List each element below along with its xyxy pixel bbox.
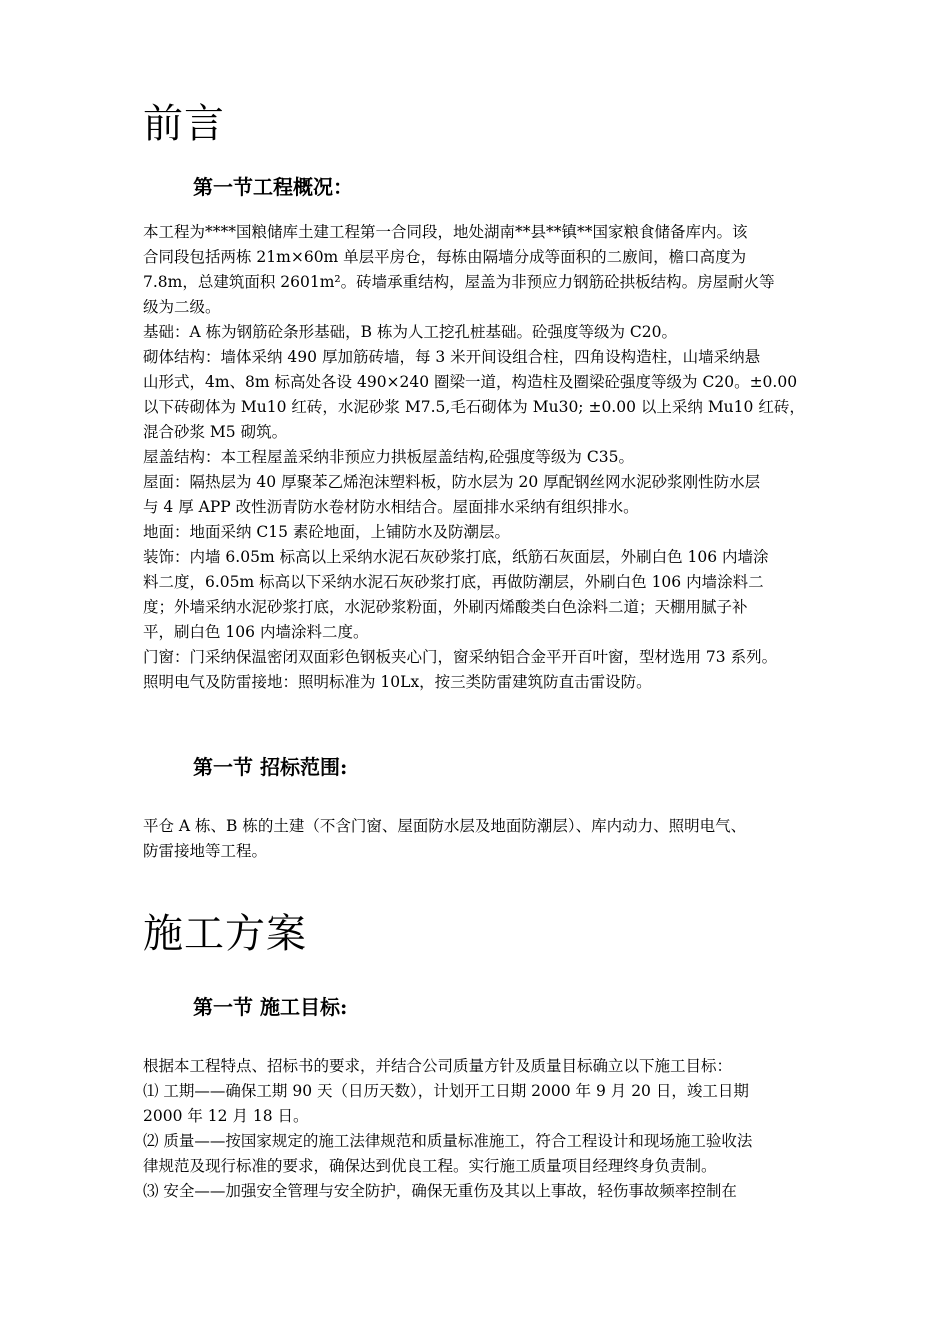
text-line: ⑶ 安全——加强安全管理与安全防护，确保无重伤及其以上事故，轻伤事故频率控制在 bbox=[143, 1182, 737, 1200]
text-line: 7.8m，总建筑面积 2601m²。砖墙承重结构，屋盖为非预应力钢筋砼拱板结构。房屋耐火等 bbox=[143, 273, 775, 291]
text-line: 砌体结构：墙体采纳 490 厚加筋砖墙，每 3 米开间设组合柱，四角设构造柱，山墙采纳悬 bbox=[143, 348, 761, 366]
text-line: 度；外墙采纳水泥砂浆打底，水泥砂浆粉面，外刷丙烯酸类白色涂料二道；天棚用腻子补 bbox=[143, 598, 748, 616]
construction-goals-text bbox=[143, 1054, 843, 1204]
text-line: 本工程为****国粮储库土建工程第一合同段，地处湖南**县**镇**国家粮食储备库内。该 bbox=[143, 223, 748, 241]
text-line: 防雷接地等工程。 bbox=[143, 842, 268, 860]
section-title-construction-plan: 施工方案 bbox=[143, 911, 307, 957]
text-line: 照明电气及防雷接地：照明标准为 10Lx，按三类防雷建筑防直击雷设防。 bbox=[143, 673, 652, 691]
section-title-preface: 前言 bbox=[143, 101, 225, 147]
bid-scope-text bbox=[143, 814, 843, 864]
subsection-heading-project-overview: 第一节工程概况： bbox=[193, 175, 353, 199]
text-line: ⑵ 质量——按国家规定的施工法律规范和质量标准施工，符合工程设计和现场施工验收法 bbox=[143, 1132, 753, 1150]
text-line: 屋盖结构：本工程屋盖采纳非预应力拱板屋盖结构,砼强度等级为 C35。 bbox=[143, 448, 634, 466]
text-line: 基础：A 栋为钢筋砼条形基础，B 栋为人工挖孔桩基础。砼强度等级为 C20。 bbox=[143, 323, 677, 341]
subsection-heading-bid-scope: 第一节 招标范围: bbox=[193, 755, 348, 779]
text-line: 合同段包括两栋 21m×60m 单层平房仓，每栋由隔墙分成等面积的二廒间，檐口高度为 bbox=[143, 248, 747, 266]
text-line: ⑴ 工期——确保工期 90 天（日历天数），计划开工日期 2000 年 9 月 20 日，竣工日期 bbox=[143, 1082, 749, 1100]
text-line: 平仓 A 栋、B 栋的土建（不含门窗、屋面防水层及地面防潮层）、库内动力、照明电气、 bbox=[143, 817, 747, 835]
text-line: 平，刷白色 106 内墙涂料二度。 bbox=[143, 623, 369, 641]
text-line: 料二度，6.05m 标高以下采纳水泥石灰砂浆打底，再做防潮层，外刷白色 106 内墙涂料二 bbox=[143, 573, 764, 591]
text-line: 与 4 厚 APP 改性沥青防水卷材防水相结合。屋面排水采纳有组织排水。 bbox=[143, 498, 639, 516]
text-line: 装饰：内墙 6.05m 标高以上采纳水泥石灰砂浆打底，纸筋石灰面层，外刷白色 106 内墙涂 bbox=[143, 548, 769, 566]
text-line: 2000 年 12 月 18 日。 bbox=[143, 1107, 309, 1125]
subsection-heading-construction-goals: 第一节 施工目标: bbox=[193, 995, 348, 1019]
text-line: 门窗：门采纳保温密闭双面彩色钢板夹心门，窗采纳铝合金平开百叶窗，型材选用 73 系列。 bbox=[143, 648, 778, 666]
text-line: 地面：地面采纳 C15 素砼地面，上铺防水及防潮层。 bbox=[143, 523, 510, 541]
text-line: 根据本工程特点、招标书的要求，并结合公司质量方针及质量目标确立以下施工目标： bbox=[143, 1057, 733, 1075]
text-line: 混合砂浆 M5 砌筑。 bbox=[143, 423, 288, 441]
project-overview-text bbox=[143, 220, 843, 695]
text-line: 级为二级。 bbox=[143, 298, 221, 316]
text-line: 山形式，4m、8m 标高处各设 490×240 圈梁一道，构造柱及圈梁砼强度等级为 C20。±0.00 bbox=[143, 373, 798, 391]
text-line: 律规范及现行标准的要求，确保达到优良工程。实行施工质量项目经理终身负责制。 bbox=[143, 1157, 717, 1175]
text-line: 屋面：隔热层为 40 厚聚苯乙烯泡沫塑料板，防水层为 20 厚配钢丝网水泥砂浆刚性防水层 bbox=[143, 473, 761, 491]
text-line: 以下砖砌体为 Mu10 红砖，水泥砂浆 M7.5,毛石砌体为 Mu30; ±0.00 以上采纳 Mu10 红砖， bbox=[143, 398, 805, 416]
